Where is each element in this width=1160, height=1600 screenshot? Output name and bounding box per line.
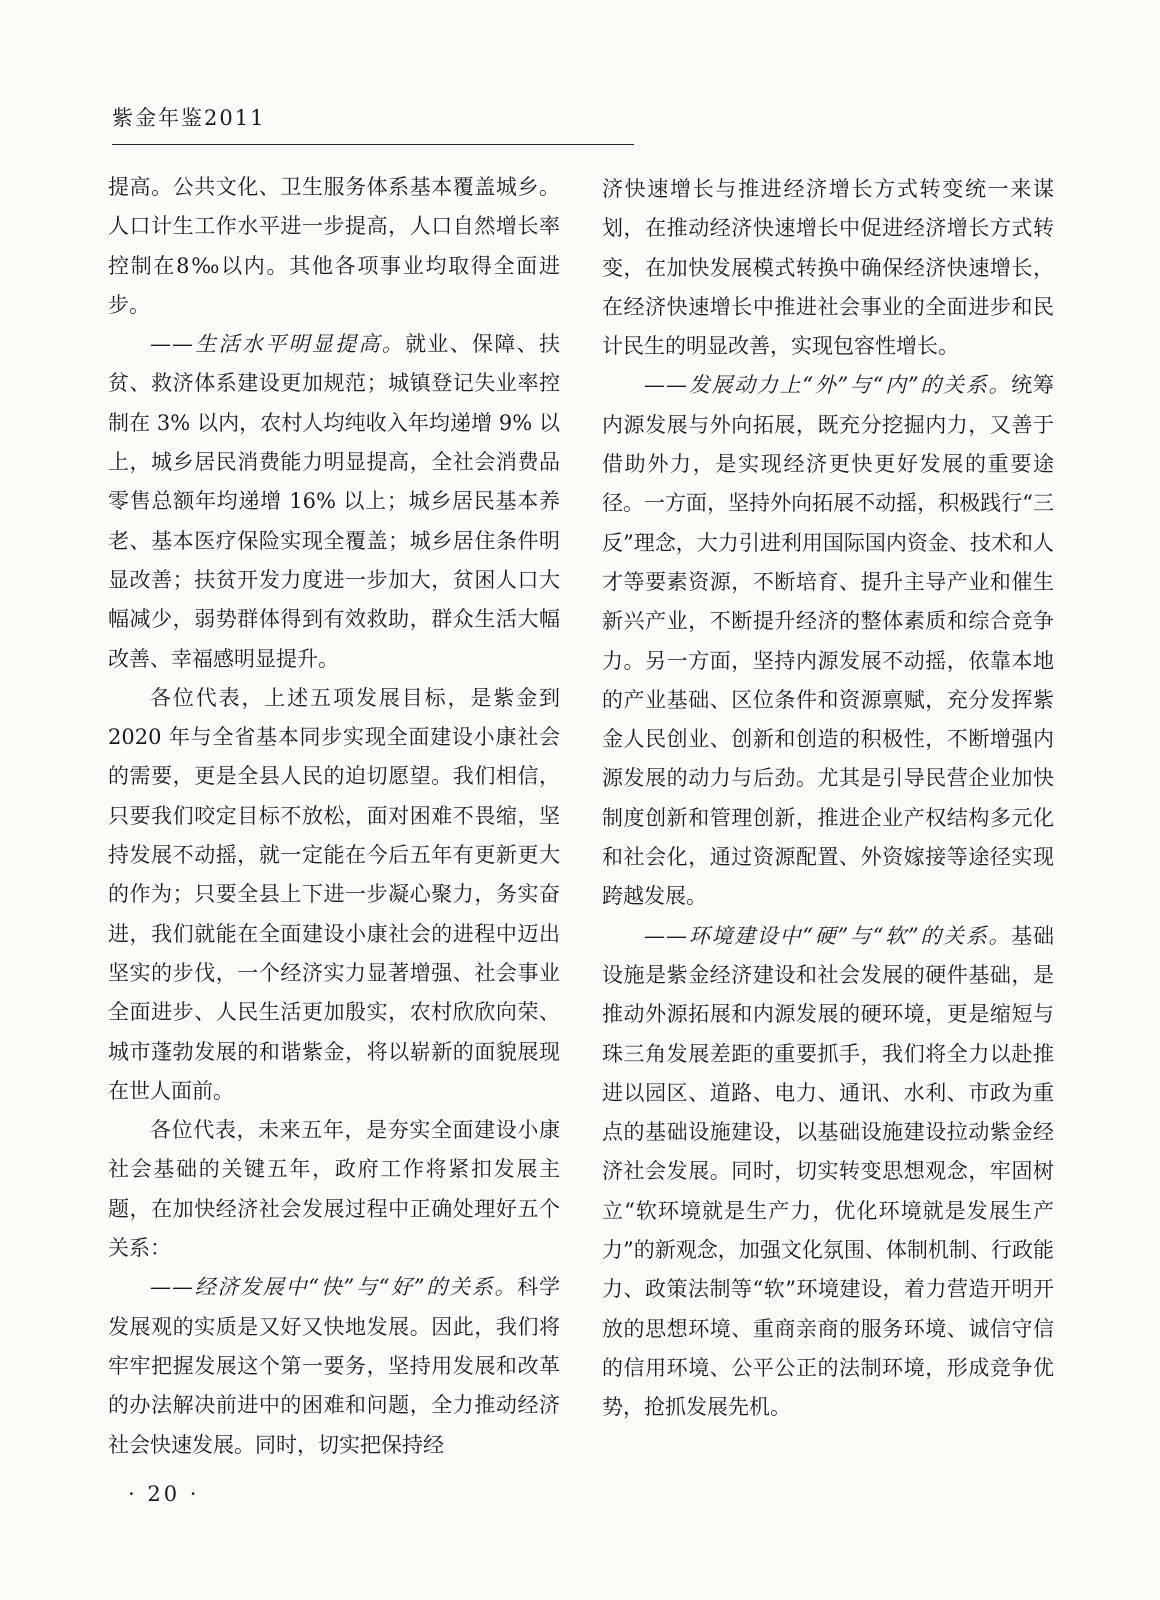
- page-number: · 20 ·: [128, 1482, 200, 1506]
- right-column: [602, 170, 1054, 1428]
- paragraph-body: 基础设施是紫金经济建设和社会发展的硬件基础，是推动外源拓展和内源发展的硬环境，更是缩短与珠三角发展差距的重要抓手，我们将全力以赴推进以园区、道路、电力、通讯、水利、市政为重点的基础设施建设，以基础设施建设拉动紫金经济社会发展。同时，切实转变思想观念，牢固树立“软环境就是生产力，优化环境就是发展生产力”的新观念，加强文化氛围、体制机制、行政能力、政策法制等“软”环境建设，着力营造开明开放的思想环境、重商亲商的服务环境、诚信守信的信用环境、公平公正的法制环境，形成竞争优势，抢抓发展先机。: [602, 923, 1054, 1420]
- section-heading: ——经济发展中“快”与“好”的关系。: [150, 1275, 518, 1300]
- paragraph: 提高。公共文化、卫生服务体系基本覆盖城乡。人口计生工作水平进一步提高，人口自然增长率控制在8‰以内。其他各项事业均取得全面进步。: [108, 175, 560, 317]
- section-heading: ——生活水平明显提高。: [150, 332, 406, 357]
- paragraph: [108, 1268, 560, 1464]
- paragraph: 各位代表，未来五年，是夯实全面建设小康社会基础的关键五年，政府工作将紧扣发展主题，在加快经济社会发展过程中正确处理好五个关系：: [108, 1118, 560, 1261]
- paragraph-body: 科学发展观的实质是又好又快地发展。因此，我们将牢牢把握发展这个第一要务，坚持用发展和改革的办法解决前进中的困难和问题，全力推动经济社会快速发展。同时，切实把保持经: [108, 1275, 560, 1457]
- paragraph: 各位代表，上述五项发展目标，是紫金到 2020 年与全省基本同步实现全面建设小康社会的需要，更是全县人民的迫切愿望。我们相信，只要我们咬定目标不放松，面对困难不畏缩，坚持发展不动摇，就一定能在今后五年有更新更大的作为；只要全县上下进一步凝心聚力，务实奋进，我们就能在全面建设小康社会的进程中迈出坚实的步伐，一个经济实力显著增强、社会事业全面进步、人民生活更加殷实，农村欣欣向荣、城市蓬勃发展的和谐紫金，将以崭新的面貌展现在世人面前。: [108, 685, 560, 1103]
- paragraph: [108, 325, 560, 679]
- section-heading: ——发展动力上“外”与“内”的关系。: [644, 373, 1012, 398]
- paragraph-body: 统筹内源发展与外向拓展，既充分挖掘内力，又善于借助外力，是实现经济更快更好发展的重要途径。一方面，坚持外向拓展不动摇，积极践行“三反”理念，大力引进利用国际国内资金、技术和人才等要素资源，不断培育、提升主导产业和催生新兴产业，不断提升经济的整体素质和综合竞争力。另一方面，坚持内源发展不动摇，依靠本地的产业基础、区位条件和资源禀赋，充分发挥紫金人民创业、创新和创造的积极性，不断增强内源发展的动力与后劲。尤其是引导民营企业加快制度创新和管理创新，推进企业产权结构多元化和社会化，通过资源配置、外资嫁接等途径实现跨越发展。: [602, 373, 1054, 909]
- paragraph-body: 就业、保障、扶贫、救济体系建设更加规范；城镇登记失业率控制在 3% 以内，农村人均纯收入年均递增 9% 以上，城乡居民消费能力明显提高，全社会消费品零售总额年均递增 16% 以上；城乡居民基本养老、基本医疗保险实现全覆盖；城乡居住条件明显改善；扶贫开发力度进一步加大，贫困人口大幅减少，弱势群体得到有效救助，群众生活大幅改善、幸福感明显提升。: [108, 332, 560, 671]
- header-title: 紫金年鉴2011: [112, 106, 266, 130]
- paragraph: [602, 917, 1054, 1428]
- section-heading: ——环境建设中“硬”与“软”的关系。: [644, 923, 1012, 948]
- running-header: [112, 102, 634, 145]
- paragraph: 济快速增长与推进经济增长方式转变统一来谋划，在推动经济快速增长中促进经济增长方式转变，在加快发展模式转换中确保经济快速增长，在经济快速增长中推进社会事业的全面进步和民计民生的明显改善，实现包容性增长。: [602, 177, 1054, 359]
- left-column: [108, 168, 560, 1465]
- paragraph: [602, 366, 1054, 916]
